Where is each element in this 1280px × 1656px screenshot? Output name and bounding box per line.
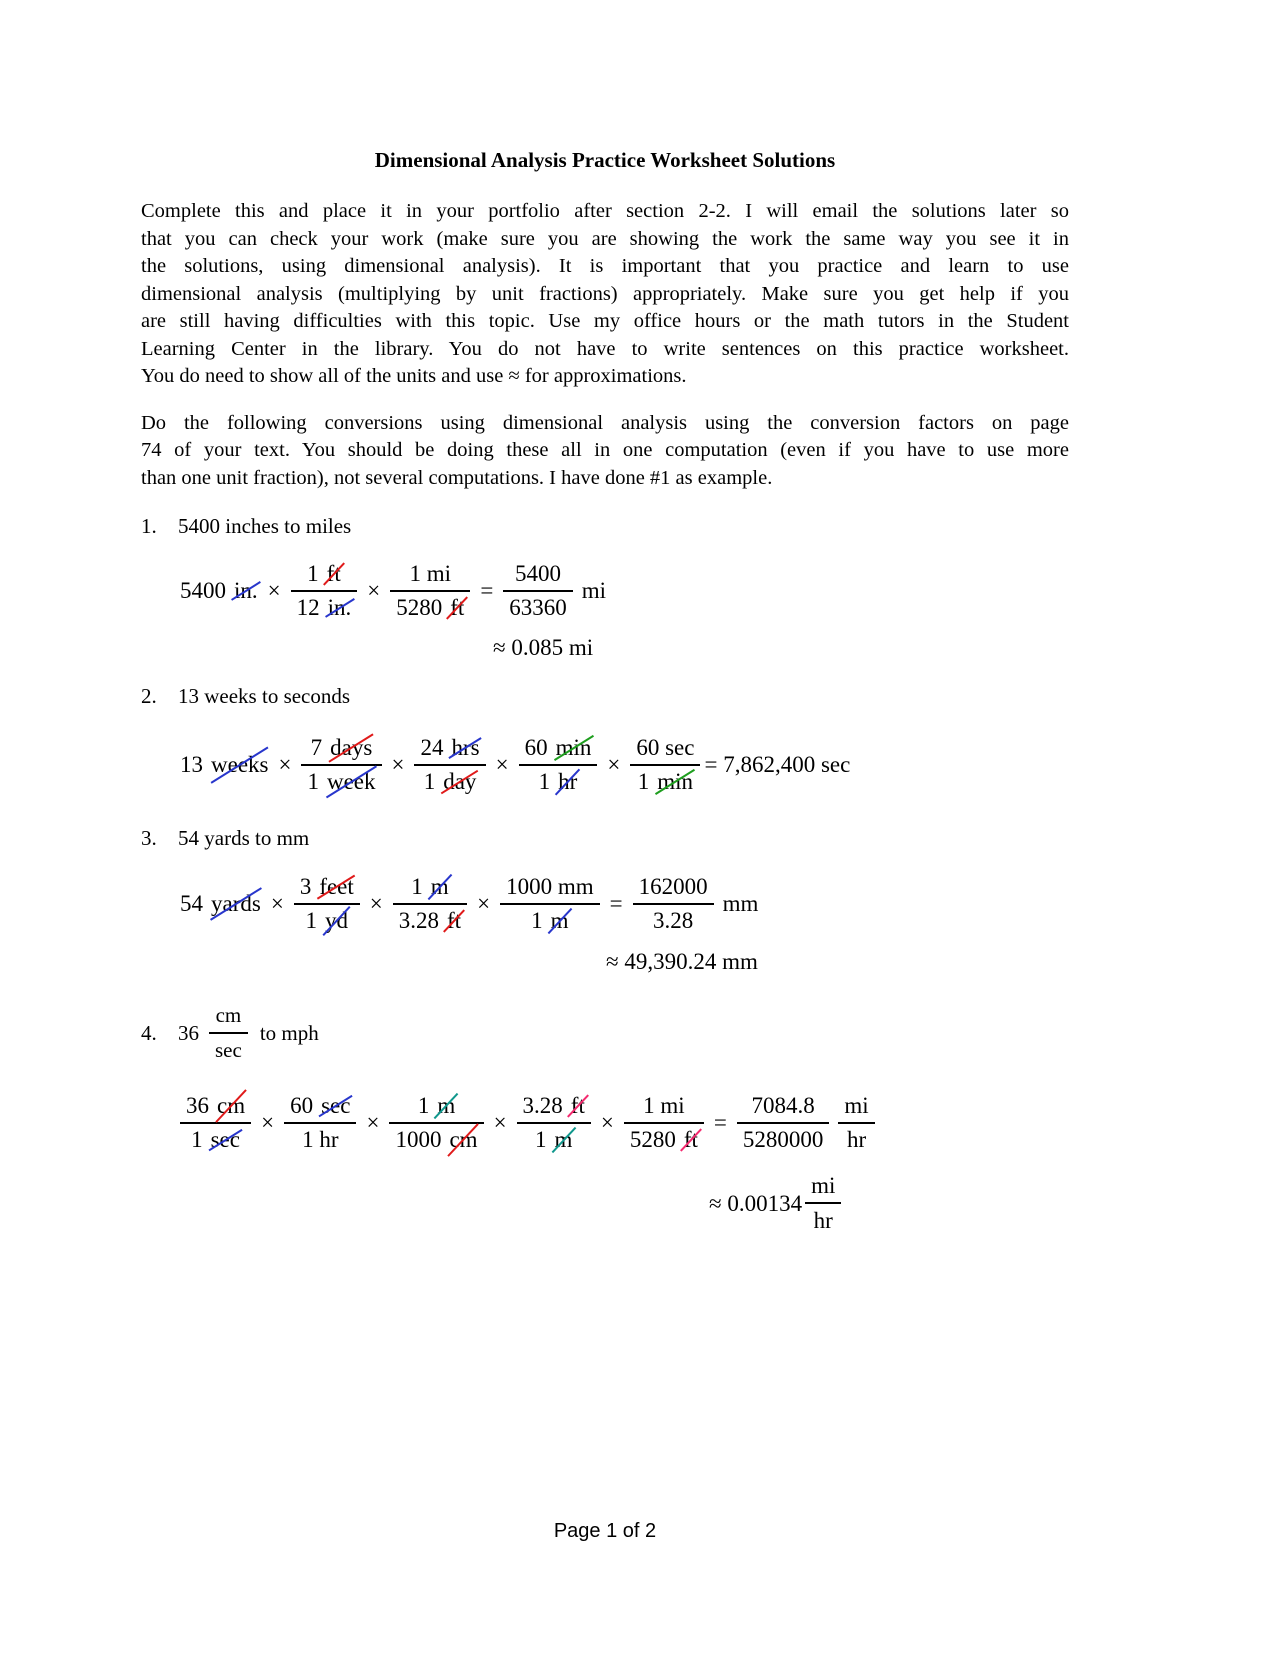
struck-unit-days: days xyxy=(330,735,373,760)
problem-4-equation xyxy=(180,1093,1069,1153)
fraction-denominator: 3.28 xyxy=(652,908,694,933)
fraction-numerator xyxy=(519,735,598,761)
result-fraction xyxy=(737,1093,830,1153)
equals-sign: = xyxy=(713,1110,727,1135)
fraction-denominator: hr xyxy=(846,1127,867,1152)
result-unit: mi xyxy=(581,578,607,603)
fraction-bar xyxy=(414,764,485,766)
struck-unit-hr: hr xyxy=(558,769,578,794)
fraction-denominator xyxy=(291,595,358,621)
multiply-operator: × xyxy=(391,752,405,777)
fraction xyxy=(630,735,700,795)
struck-unit-min: min xyxy=(555,735,592,760)
lead-term xyxy=(180,578,258,604)
fraction xyxy=(393,874,467,934)
fraction-bar xyxy=(291,590,358,592)
value: 1 xyxy=(411,874,423,899)
struck-unit-feet: feet xyxy=(319,874,354,899)
fraction xyxy=(390,561,470,621)
struck-unit-ft: ft xyxy=(450,595,465,620)
fraction xyxy=(624,1093,704,1153)
fraction xyxy=(294,874,360,934)
equals-sign: = xyxy=(609,891,623,916)
value: 1 xyxy=(538,769,551,794)
value: 12 xyxy=(296,595,320,620)
fraction xyxy=(389,1093,483,1153)
fraction-denominator: sec xyxy=(215,1038,242,1062)
paragraph-line: Complete this and place it in your portfolio after section 2-2. I will email the solutions later so xyxy=(141,200,1069,222)
fraction-numerator: 162000 xyxy=(638,874,708,899)
fraction-numerator xyxy=(284,1093,356,1119)
fraction-bar xyxy=(838,1122,874,1124)
fraction-numerator xyxy=(305,735,379,761)
value: 1000 xyxy=(395,1127,442,1152)
fraction-bar xyxy=(209,1032,248,1034)
fraction-numerator: 7084.8 xyxy=(751,1093,815,1118)
value: 1 xyxy=(535,1127,547,1152)
struck-unit-yards: yards xyxy=(211,891,261,916)
heading-tail: to mph xyxy=(259,1020,319,1045)
struck-unit-min: min xyxy=(657,769,694,794)
fraction-bar xyxy=(389,1122,483,1124)
multiply-operator: × xyxy=(278,752,292,777)
problem-3-equation xyxy=(180,874,1069,934)
value: 3 xyxy=(299,874,312,899)
problem-2-heading-row xyxy=(141,683,1069,710)
fraction-bar xyxy=(737,1122,830,1124)
value: 36 xyxy=(186,1093,209,1118)
fraction-bar xyxy=(294,903,360,905)
page-content xyxy=(141,0,1069,1234)
struck-unit-weeks: weeks xyxy=(211,752,269,777)
fraction-denominator xyxy=(533,769,584,795)
fraction-bar xyxy=(284,1122,356,1124)
fraction-numerator: mi xyxy=(844,1093,869,1118)
fraction-bar xyxy=(390,590,470,592)
approx-unit-fraction xyxy=(805,1172,841,1234)
problem-1-heading-row xyxy=(141,513,1069,540)
struck-unit-sec: sec xyxy=(321,1093,351,1118)
problem-number: 4. xyxy=(141,1020,157,1045)
multiply-operator: × xyxy=(477,891,491,916)
fraction-denominator: 5280000 xyxy=(742,1127,824,1152)
document-title: Dimensional Analysis Practice Worksheet Solutions xyxy=(374,148,836,172)
fraction-numerator: 1 mi xyxy=(409,561,452,586)
multiply-operator: × xyxy=(493,1110,507,1135)
multiply-operator: × xyxy=(367,578,381,603)
fraction-numerator xyxy=(412,1093,461,1119)
fraction-numerator: 1000 mm xyxy=(506,874,594,899)
value: 3.28 xyxy=(398,908,440,933)
fraction-denominator xyxy=(525,908,574,934)
equals-sign: = xyxy=(480,578,494,603)
problem-heading: 5400 inches to miles xyxy=(178,514,352,538)
fraction-bar xyxy=(805,1202,841,1204)
paragraph-line: You do need to show all of the units and use ≈ for approximations. xyxy=(141,365,687,387)
problem-3-approx-result: ≈ 49,390.24 mm xyxy=(606,949,758,974)
result-unit: mm xyxy=(722,891,759,916)
fraction xyxy=(291,561,358,621)
paragraph-line: than one unit fraction), not several computations. I have done #1 as example. xyxy=(141,466,773,489)
lead-value: 13 xyxy=(180,752,203,777)
value: 3.28 xyxy=(522,1093,563,1118)
equation-result: = 7,862,400 sec xyxy=(704,752,851,777)
fraction-bar xyxy=(503,590,573,592)
fraction-numerator xyxy=(405,874,454,900)
struck-unit-hrs: hrs xyxy=(451,735,480,760)
struck-unit-m: m xyxy=(554,1127,573,1152)
problem-number: 1. xyxy=(141,514,157,538)
problem-4-heading-row xyxy=(141,1002,1069,1064)
problem-1-equation xyxy=(180,561,1069,621)
fraction-denominator xyxy=(301,769,381,795)
fraction-numerator xyxy=(294,874,360,900)
lead-term xyxy=(180,752,268,778)
result-unit-fraction xyxy=(838,1093,874,1153)
fraction-denominator xyxy=(418,769,483,795)
fraction-numerator: 5400 xyxy=(515,561,562,586)
struck-unit-cm: cm xyxy=(449,1127,478,1152)
lead-term xyxy=(180,891,261,917)
paragraph-line: the solutions, using dimensional analysis). It is important that you practice and learn to use xyxy=(141,255,1069,277)
paragraph-line: 74 of your text. You should be doing these all in one computation (even if you have to use more xyxy=(141,439,1069,461)
fraction-denominator xyxy=(529,1127,578,1153)
fraction-denominator: hr xyxy=(813,1208,833,1233)
value: 1 xyxy=(637,769,650,794)
lead-value: 54 xyxy=(180,891,203,916)
problem-2-equation xyxy=(180,735,1069,795)
struck-unit-in: in. xyxy=(234,578,258,603)
fraction-denominator xyxy=(390,595,470,621)
fraction-numerator: 60 sec xyxy=(636,735,695,760)
fraction-numerator: cm xyxy=(215,1003,242,1027)
unit-fraction xyxy=(209,1002,248,1064)
problem-4-approx-result xyxy=(709,1172,1069,1234)
fraction-numerator xyxy=(180,1093,251,1119)
fraction-denominator: 1 hr xyxy=(302,1127,339,1152)
approx-value: ≈ 0.00134 xyxy=(709,1190,803,1216)
fraction-denominator xyxy=(185,1127,246,1153)
struck-unit-sec: sec xyxy=(210,1127,240,1152)
struck-unit-m: m xyxy=(430,874,449,899)
fraction-denominator xyxy=(393,908,467,934)
fraction-numerator xyxy=(517,1093,591,1119)
fraction-bar xyxy=(500,903,600,905)
fraction-numerator xyxy=(414,735,485,761)
fraction xyxy=(517,1093,591,1153)
multiply-operator: × xyxy=(261,1110,275,1135)
value: 7 xyxy=(310,735,323,760)
paragraph-line: are still having difficulties with this topic. Use my office hours or the math tutors in the Student xyxy=(141,310,1069,332)
problem-heading xyxy=(178,1002,319,1064)
value: 60 xyxy=(524,735,548,760)
value: 1 xyxy=(191,1127,203,1152)
value: 1 xyxy=(423,769,436,794)
fraction-numerator xyxy=(301,561,347,587)
problem-3-heading-row xyxy=(141,825,1069,852)
struck-unit-day: day xyxy=(443,769,477,794)
struck-unit-ft: ft xyxy=(326,561,341,586)
struck-unit-ft: ft xyxy=(683,1127,698,1152)
intro-paragraph-1 xyxy=(141,198,1069,391)
result-fraction xyxy=(633,874,714,934)
problem-heading: 13 weeks to seconds xyxy=(178,684,351,708)
fraction-bar xyxy=(633,903,714,905)
value: 24 xyxy=(420,735,444,760)
problem-1-approx-result: ≈ 0.085 mi xyxy=(493,635,594,660)
fraction-denominator xyxy=(300,908,355,934)
fraction-denominator xyxy=(389,1127,483,1153)
fraction xyxy=(500,874,600,934)
struck-unit-m: m xyxy=(437,1093,456,1118)
fraction xyxy=(180,1093,251,1153)
lead-value: 5400 xyxy=(180,578,226,603)
fraction-bar xyxy=(517,1122,591,1124)
value: 5280 xyxy=(629,1127,676,1152)
multiply-operator: × xyxy=(366,1110,380,1135)
fraction-numerator: 1 mi xyxy=(643,1093,685,1118)
fraction-bar xyxy=(624,1122,704,1124)
heading-value: 36 xyxy=(178,1020,199,1045)
struck-unit-cm: cm xyxy=(217,1093,246,1118)
struck-unit-ft: ft xyxy=(447,908,462,933)
fraction-denominator xyxy=(624,1127,704,1153)
struck-unit-week: week xyxy=(326,769,376,794)
value: 1 xyxy=(305,908,318,933)
value: 1 xyxy=(307,561,319,586)
fraction-bar xyxy=(393,903,467,905)
fraction-bar xyxy=(630,764,700,766)
multiply-operator: × xyxy=(369,891,383,916)
fraction-bar xyxy=(301,764,381,766)
value: 1 xyxy=(531,908,543,933)
value: 60 xyxy=(290,1093,314,1118)
struck-unit-in: in. xyxy=(327,595,352,620)
value: 1 xyxy=(307,769,319,794)
struck-unit-ft: ft xyxy=(570,1093,585,1118)
fraction xyxy=(301,735,381,795)
paragraph-line: dimensional analysis (multiplying by unit fractions) appropriately. Make sure you get help if you xyxy=(141,282,1069,305)
fraction xyxy=(284,1093,356,1153)
fraction xyxy=(519,735,598,795)
problem-number: 3. xyxy=(141,826,157,850)
multiply-operator: × xyxy=(267,578,281,603)
fraction-denominator: 63360 xyxy=(509,595,567,620)
multiply-operator: × xyxy=(495,752,509,777)
fraction xyxy=(414,735,485,795)
problem-number: 2. xyxy=(141,684,157,708)
value: 5280 xyxy=(396,595,443,620)
intro-paragraph-2 xyxy=(141,410,1069,493)
fraction-denominator xyxy=(632,769,699,795)
paragraph-line: Learning Center in the library. You do not have to write sentences on this practice worksheet. xyxy=(141,337,1069,360)
paragraph-line: Do the following conversions using dimensional analysis using the conversion factors on page xyxy=(141,411,1069,434)
multiply-operator: × xyxy=(600,1110,614,1135)
page-footer: Page 1 of 2 xyxy=(553,1520,657,1542)
problem-heading: 54 yards to mm xyxy=(178,826,310,850)
result-fraction xyxy=(503,561,573,621)
fraction-numerator: mi xyxy=(811,1173,836,1198)
paragraph-line: that you can check your work (make sure you are showing the work the same way you see it in xyxy=(141,227,1069,250)
struck-unit-m: m xyxy=(550,908,569,933)
multiply-operator: × xyxy=(270,891,284,916)
struck-unit-yd: yd xyxy=(325,908,349,933)
multiply-operator: × xyxy=(607,752,621,777)
value: 1 xyxy=(417,1093,430,1118)
fraction-bar xyxy=(519,764,598,766)
